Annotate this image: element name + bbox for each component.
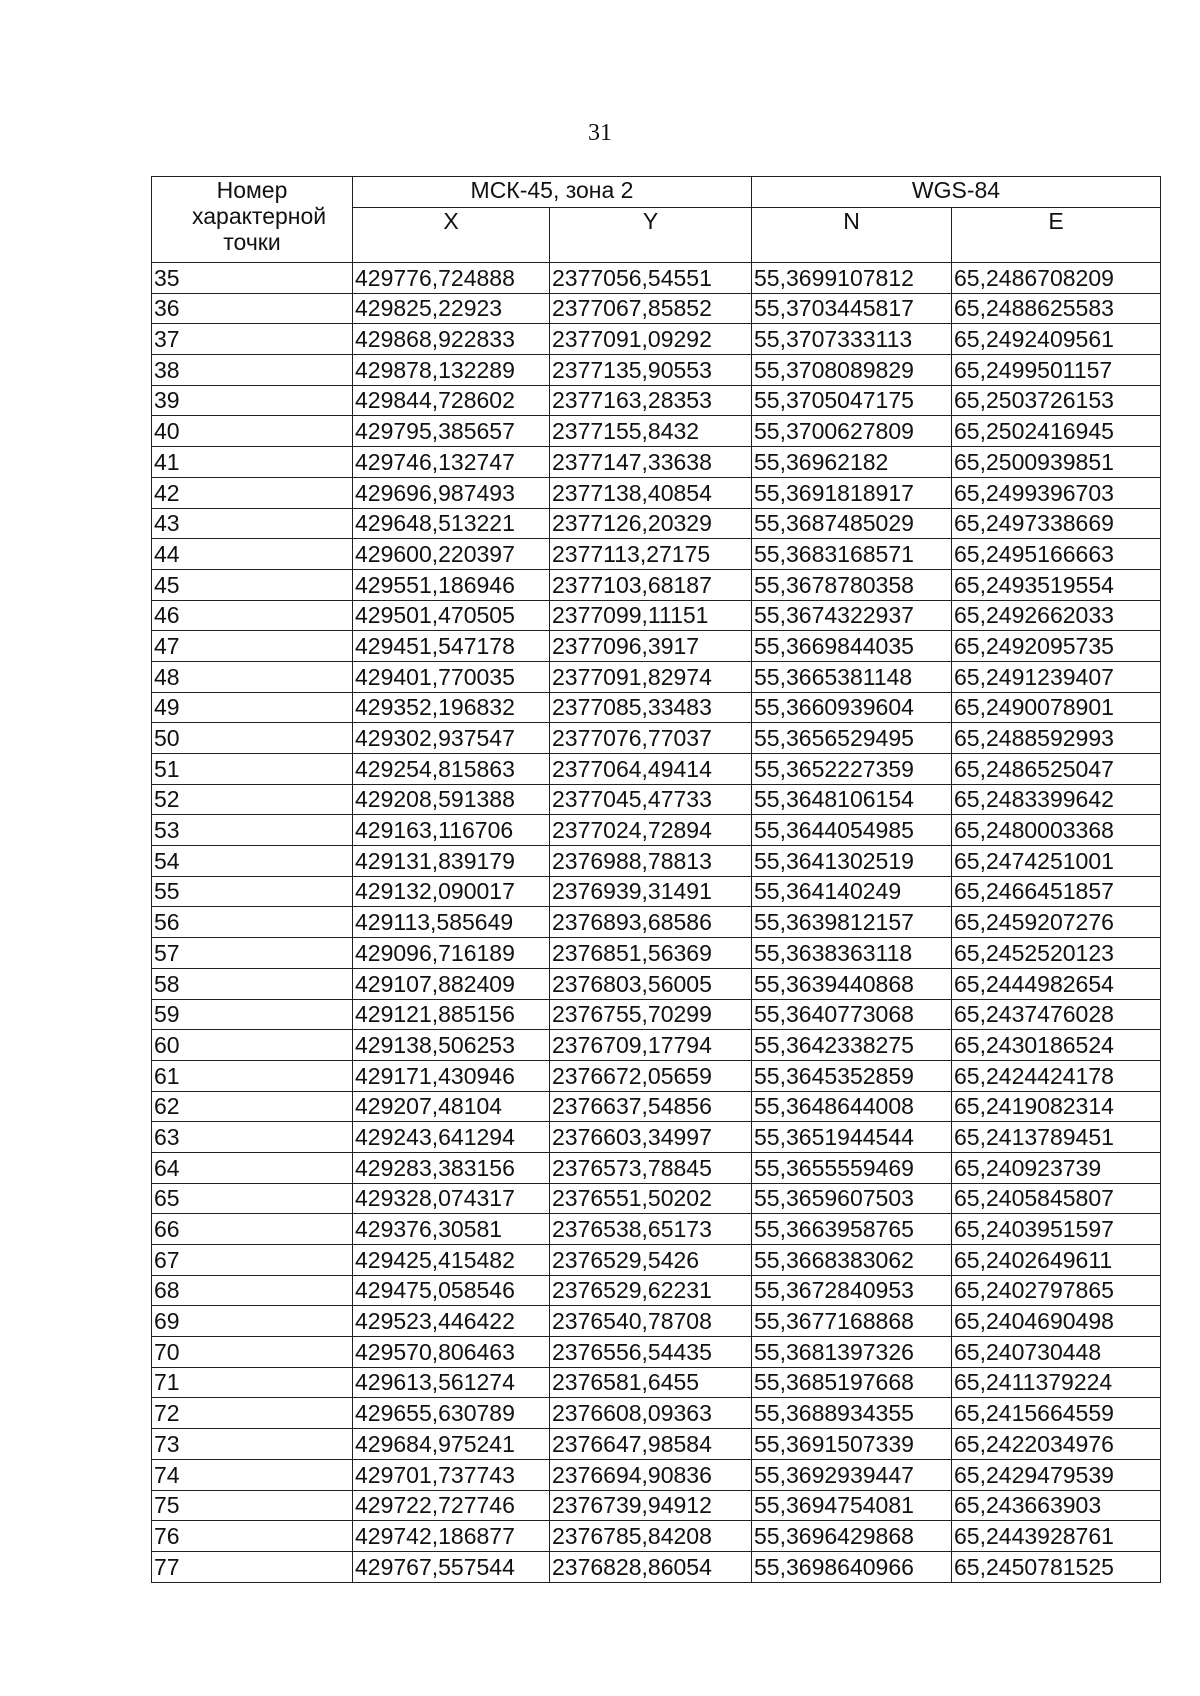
x-cell: 429302,937547 bbox=[353, 723, 550, 754]
x-cell: 429648,513221 bbox=[353, 508, 550, 539]
point-number-cell: 46 bbox=[152, 600, 353, 631]
header-x: X bbox=[353, 208, 550, 263]
header-e: E bbox=[952, 208, 1161, 263]
e-cell: 65,2429479539 bbox=[952, 1459, 1161, 1490]
x-cell: 429570,806463 bbox=[353, 1337, 550, 1368]
x-cell: 429138,506253 bbox=[353, 1030, 550, 1061]
e-cell: 65,2404690498 bbox=[952, 1306, 1161, 1337]
table-row bbox=[152, 846, 1161, 877]
y-cell: 2377126,20329 bbox=[550, 508, 752, 539]
y-cell: 2377085,33483 bbox=[550, 692, 752, 723]
e-cell: 65,2502416945 bbox=[952, 416, 1161, 447]
point-number-cell: 50 bbox=[152, 723, 353, 754]
y-cell: 2376551,50202 bbox=[550, 1183, 752, 1214]
e-cell: 65,2415664559 bbox=[952, 1398, 1161, 1429]
y-cell: 2376828,86054 bbox=[550, 1551, 752, 1582]
n-cell: 55,3659607503 bbox=[752, 1183, 952, 1214]
table-row bbox=[152, 631, 1161, 662]
e-cell: 65,2450781525 bbox=[952, 1551, 1161, 1582]
n-cell: 55,3688934355 bbox=[752, 1398, 952, 1429]
table-row bbox=[152, 1337, 1161, 1368]
y-cell: 2377103,68187 bbox=[550, 569, 752, 600]
table-row bbox=[152, 324, 1161, 355]
point-number-cell: 48 bbox=[152, 661, 353, 692]
e-cell: 65,2492095735 bbox=[952, 631, 1161, 662]
point-number-cell: 40 bbox=[152, 416, 353, 447]
e-cell: 65,2499396703 bbox=[952, 477, 1161, 508]
y-cell: 2376529,62231 bbox=[550, 1275, 752, 1306]
y-cell: 2376851,56369 bbox=[550, 938, 752, 969]
e-cell: 65,2492409561 bbox=[952, 324, 1161, 355]
n-cell: 55,3648106154 bbox=[752, 784, 952, 815]
point-number-cell: 70 bbox=[152, 1337, 353, 1368]
point-number-cell: 36 bbox=[152, 293, 353, 324]
e-cell: 65,2422034976 bbox=[952, 1429, 1161, 1460]
e-cell: 65,2452520123 bbox=[952, 938, 1161, 969]
n-cell: 55,3707333113 bbox=[752, 324, 952, 355]
e-cell: 65,2492662033 bbox=[952, 600, 1161, 631]
point-number-cell: 77 bbox=[152, 1551, 353, 1582]
table-row bbox=[152, 539, 1161, 570]
table-row bbox=[152, 569, 1161, 600]
e-cell: 65,2483399642 bbox=[952, 784, 1161, 815]
y-cell: 2376755,70299 bbox=[550, 999, 752, 1030]
y-cell: 2376803,56005 bbox=[550, 968, 752, 999]
point-number-cell: 74 bbox=[152, 1459, 353, 1490]
n-cell: 55,3687485029 bbox=[752, 508, 952, 539]
y-cell: 2377024,72894 bbox=[550, 815, 752, 846]
y-cell: 2377163,28353 bbox=[550, 385, 752, 416]
x-cell: 429742,186877 bbox=[353, 1521, 550, 1552]
e-cell: 65,2424424178 bbox=[952, 1060, 1161, 1091]
header-group-row bbox=[152, 177, 1161, 208]
table-row bbox=[152, 723, 1161, 754]
table-row bbox=[152, 447, 1161, 478]
point-number-cell: 57 bbox=[152, 938, 353, 969]
e-cell: 65,2430186524 bbox=[952, 1030, 1161, 1061]
x-cell: 429243,641294 bbox=[353, 1122, 550, 1153]
table-row bbox=[152, 1367, 1161, 1398]
n-cell: 55,3683168571 bbox=[752, 539, 952, 570]
coordinates-table bbox=[151, 176, 1161, 1583]
n-cell: 55,3692939447 bbox=[752, 1459, 952, 1490]
x-cell: 429844,728602 bbox=[353, 385, 550, 416]
point-number-cell: 73 bbox=[152, 1429, 353, 1460]
e-cell: 65,2444982654 bbox=[952, 968, 1161, 999]
x-cell: 429613,561274 bbox=[353, 1367, 550, 1398]
y-cell: 2376672,05659 bbox=[550, 1060, 752, 1091]
n-cell: 55,3644054985 bbox=[752, 815, 952, 846]
x-cell: 429600,220397 bbox=[353, 539, 550, 570]
point-number-cell: 53 bbox=[152, 815, 353, 846]
n-cell: 55,3641302519 bbox=[752, 846, 952, 877]
y-cell: 2376637,54856 bbox=[550, 1091, 752, 1122]
point-number-cell: 66 bbox=[152, 1214, 353, 1245]
x-cell: 429113,585649 bbox=[353, 907, 550, 938]
point-number-cell: 49 bbox=[152, 692, 353, 723]
e-cell: 65,2486525047 bbox=[952, 754, 1161, 785]
point-number-cell: 65 bbox=[152, 1183, 353, 1214]
header-n: N bbox=[752, 208, 952, 263]
point-number-cell: 41 bbox=[152, 447, 353, 478]
n-cell: 55,3705047175 bbox=[752, 385, 952, 416]
x-cell: 429328,074317 bbox=[353, 1183, 550, 1214]
n-cell: 55,3681397326 bbox=[752, 1337, 952, 1368]
header-msk45-zone2: МСК-45, зона 2 bbox=[353, 177, 752, 208]
x-cell: 429283,383156 bbox=[353, 1152, 550, 1183]
point-number-cell: 63 bbox=[152, 1122, 353, 1153]
x-cell: 429207,48104 bbox=[353, 1091, 550, 1122]
y-cell: 2377067,85852 bbox=[550, 293, 752, 324]
y-cell: 2377138,40854 bbox=[550, 477, 752, 508]
table-row bbox=[152, 1091, 1161, 1122]
y-cell: 2376581,6455 bbox=[550, 1367, 752, 1398]
y-cell: 2376785,84208 bbox=[550, 1521, 752, 1552]
n-cell: 55,3685197668 bbox=[752, 1367, 952, 1398]
point-number-cell: 51 bbox=[152, 754, 353, 785]
point-number-cell: 62 bbox=[152, 1091, 353, 1122]
x-cell: 429131,839179 bbox=[353, 846, 550, 877]
table-row bbox=[152, 1245, 1161, 1276]
table-row bbox=[152, 1429, 1161, 1460]
y-cell: 2376538,65173 bbox=[550, 1214, 752, 1245]
point-number-cell: 47 bbox=[152, 631, 353, 662]
n-cell: 55,3672840953 bbox=[752, 1275, 952, 1306]
point-number-cell: 72 bbox=[152, 1398, 353, 1429]
table-row bbox=[152, 938, 1161, 969]
y-cell: 2376540,78708 bbox=[550, 1306, 752, 1337]
table-row bbox=[152, 263, 1161, 294]
y-cell: 2377091,82974 bbox=[550, 661, 752, 692]
e-cell: 65,2437476028 bbox=[952, 999, 1161, 1030]
y-cell: 2377056,54551 bbox=[550, 263, 752, 294]
x-cell: 429475,058546 bbox=[353, 1275, 550, 1306]
y-cell: 2377096,3917 bbox=[550, 631, 752, 662]
n-cell: 55,3639812157 bbox=[752, 907, 952, 938]
e-cell: 65,240923739 bbox=[952, 1152, 1161, 1183]
x-cell: 429096,716189 bbox=[353, 938, 550, 969]
table-row bbox=[152, 385, 1161, 416]
table-body bbox=[152, 263, 1161, 1583]
e-cell: 65,2490078901 bbox=[952, 692, 1161, 723]
table-row bbox=[152, 754, 1161, 785]
point-number-cell: 38 bbox=[152, 355, 353, 386]
x-cell: 429401,770035 bbox=[353, 661, 550, 692]
x-cell: 429376,30581 bbox=[353, 1214, 550, 1245]
table-row bbox=[152, 355, 1161, 386]
point-number-cell: 35 bbox=[152, 263, 353, 294]
table-row bbox=[152, 293, 1161, 324]
x-cell: 429868,922833 bbox=[353, 324, 550, 355]
e-cell: 65,2411379224 bbox=[952, 1367, 1161, 1398]
point-number-cell: 52 bbox=[152, 784, 353, 815]
point-number-cell: 42 bbox=[152, 477, 353, 508]
e-cell: 65,2486708209 bbox=[952, 263, 1161, 294]
x-cell: 429171,430946 bbox=[353, 1060, 550, 1091]
point-number-cell: 43 bbox=[152, 508, 353, 539]
e-cell: 65,240730448 bbox=[952, 1337, 1161, 1368]
point-number-cell: 44 bbox=[152, 539, 353, 570]
n-cell: 55,3652227359 bbox=[752, 754, 952, 785]
point-number-cell: 58 bbox=[152, 968, 353, 999]
point-number-cell: 68 bbox=[152, 1275, 353, 1306]
table-header bbox=[152, 177, 1161, 263]
table-row bbox=[152, 508, 1161, 539]
point-number-cell: 67 bbox=[152, 1245, 353, 1276]
x-cell: 429523,446422 bbox=[353, 1306, 550, 1337]
y-cell: 2376694,90836 bbox=[550, 1459, 752, 1490]
x-cell: 429746,132747 bbox=[353, 447, 550, 478]
n-cell: 55,3656529495 bbox=[752, 723, 952, 754]
n-cell: 55,36962182 bbox=[752, 447, 952, 478]
table-row bbox=[152, 907, 1161, 938]
point-number-cell: 76 bbox=[152, 1521, 353, 1552]
point-number-cell: 37 bbox=[152, 324, 353, 355]
y-cell: 2376939,31491 bbox=[550, 876, 752, 907]
point-number-cell: 59 bbox=[152, 999, 353, 1030]
e-cell: 65,2503726153 bbox=[952, 385, 1161, 416]
e-cell: 65,2466451857 bbox=[952, 876, 1161, 907]
table-row bbox=[152, 1459, 1161, 1490]
point-number-cell: 60 bbox=[152, 1030, 353, 1061]
x-cell: 429795,385657 bbox=[353, 416, 550, 447]
table-row bbox=[152, 1030, 1161, 1061]
e-cell: 65,2499501157 bbox=[952, 355, 1161, 386]
y-cell: 2377113,27175 bbox=[550, 539, 752, 570]
x-cell: 429208,591388 bbox=[353, 784, 550, 815]
e-cell: 65,2403951597 bbox=[952, 1214, 1161, 1245]
y-cell: 2377155,8432 bbox=[550, 416, 752, 447]
y-cell: 2376529,5426 bbox=[550, 1245, 752, 1276]
x-cell: 429684,975241 bbox=[353, 1429, 550, 1460]
table-row bbox=[152, 1214, 1161, 1245]
table-row bbox=[152, 600, 1161, 631]
n-cell: 55,3651944544 bbox=[752, 1122, 952, 1153]
e-cell: 65,2480003368 bbox=[952, 815, 1161, 846]
x-cell: 429451,547178 bbox=[353, 631, 550, 662]
y-cell: 2377135,90553 bbox=[550, 355, 752, 386]
n-cell: 55,3668383062 bbox=[752, 1245, 952, 1276]
x-cell: 429878,132289 bbox=[353, 355, 550, 386]
e-cell: 65,2495166663 bbox=[952, 539, 1161, 570]
table-row bbox=[152, 1122, 1161, 1153]
table-row bbox=[152, 1060, 1161, 1091]
y-cell: 2376556,54435 bbox=[550, 1337, 752, 1368]
n-cell: 55,3698640966 bbox=[752, 1551, 952, 1582]
n-cell: 55,3703445817 bbox=[752, 293, 952, 324]
x-cell: 429701,737743 bbox=[353, 1459, 550, 1490]
x-cell: 429696,987493 bbox=[353, 477, 550, 508]
point-number-cell: 54 bbox=[152, 846, 353, 877]
x-cell: 429767,557544 bbox=[353, 1551, 550, 1582]
e-cell: 65,2402649611 bbox=[952, 1245, 1161, 1276]
n-cell: 55,3696429868 bbox=[752, 1521, 952, 1552]
page-number: 31 bbox=[588, 120, 612, 146]
y-cell: 2376739,94912 bbox=[550, 1490, 752, 1521]
header-y: Y bbox=[550, 208, 752, 263]
x-cell: 429107,882409 bbox=[353, 968, 550, 999]
y-cell: 2376573,78845 bbox=[550, 1152, 752, 1183]
e-cell: 65,2443928761 bbox=[952, 1521, 1161, 1552]
point-number-cell: 75 bbox=[152, 1490, 353, 1521]
table-row bbox=[152, 661, 1161, 692]
e-cell: 65,2459207276 bbox=[952, 907, 1161, 938]
table-row bbox=[152, 999, 1161, 1030]
header-point-number: Номер характерной точки bbox=[152, 177, 353, 263]
n-cell: 55,3655559469 bbox=[752, 1152, 952, 1183]
x-cell: 429132,090017 bbox=[353, 876, 550, 907]
n-cell: 55,3699107812 bbox=[752, 263, 952, 294]
n-cell: 55,3639440868 bbox=[752, 968, 952, 999]
e-cell: 65,2491239407 bbox=[952, 661, 1161, 692]
point-number-cell: 39 bbox=[152, 385, 353, 416]
table-row bbox=[152, 1521, 1161, 1552]
n-cell: 55,3665381148 bbox=[752, 661, 952, 692]
y-cell: 2377045,47733 bbox=[550, 784, 752, 815]
y-cell: 2376709,17794 bbox=[550, 1030, 752, 1061]
point-number-cell: 69 bbox=[152, 1306, 353, 1337]
table-row bbox=[152, 1183, 1161, 1214]
n-cell: 55,3660939604 bbox=[752, 692, 952, 723]
table-row bbox=[152, 692, 1161, 723]
y-cell: 2377091,09292 bbox=[550, 324, 752, 355]
y-cell: 2376608,09363 bbox=[550, 1398, 752, 1429]
n-cell: 55,3674322937 bbox=[752, 600, 952, 631]
n-cell: 55,3645352859 bbox=[752, 1060, 952, 1091]
x-cell: 429825,22923 bbox=[353, 293, 550, 324]
point-number-cell: 56 bbox=[152, 907, 353, 938]
e-cell: 65,2488625583 bbox=[952, 293, 1161, 324]
header-wgs84: WGS-84 bbox=[752, 177, 1161, 208]
n-cell: 55,3648644008 bbox=[752, 1091, 952, 1122]
table-row bbox=[152, 815, 1161, 846]
x-cell: 429722,727746 bbox=[353, 1490, 550, 1521]
e-cell: 65,2497338669 bbox=[952, 508, 1161, 539]
n-cell: 55,3642338275 bbox=[752, 1030, 952, 1061]
table-row bbox=[152, 416, 1161, 447]
point-number-cell: 71 bbox=[152, 1367, 353, 1398]
n-cell: 55,3691507339 bbox=[752, 1429, 952, 1460]
e-cell: 65,2405845807 bbox=[952, 1183, 1161, 1214]
e-cell: 65,2488592993 bbox=[952, 723, 1161, 754]
x-cell: 429551,186946 bbox=[353, 569, 550, 600]
y-cell: 2377147,33638 bbox=[550, 447, 752, 478]
y-cell: 2376893,68586 bbox=[550, 907, 752, 938]
n-cell: 55,3678780358 bbox=[752, 569, 952, 600]
y-cell: 2377064,49414 bbox=[550, 754, 752, 785]
n-cell: 55,3638363118 bbox=[752, 938, 952, 969]
table-row bbox=[152, 784, 1161, 815]
table-row bbox=[152, 968, 1161, 999]
x-cell: 429655,630789 bbox=[353, 1398, 550, 1429]
n-cell: 55,3677168868 bbox=[752, 1306, 952, 1337]
point-number-cell: 55 bbox=[152, 876, 353, 907]
x-cell: 429425,415482 bbox=[353, 1245, 550, 1276]
point-number-cell: 61 bbox=[152, 1060, 353, 1091]
x-cell: 429121,885156 bbox=[353, 999, 550, 1030]
point-number-cell: 45 bbox=[152, 569, 353, 600]
table-row bbox=[152, 1551, 1161, 1582]
table-row bbox=[152, 1152, 1161, 1183]
n-cell: 55,3663958765 bbox=[752, 1214, 952, 1245]
table-row bbox=[152, 1490, 1161, 1521]
e-cell: 65,2493519554 bbox=[952, 569, 1161, 600]
n-cell: 55,3691818917 bbox=[752, 477, 952, 508]
table-row bbox=[152, 477, 1161, 508]
n-cell: 55,364140249 bbox=[752, 876, 952, 907]
y-cell: 2377076,77037 bbox=[550, 723, 752, 754]
y-cell: 2376647,98584 bbox=[550, 1429, 752, 1460]
point-number-cell: 64 bbox=[152, 1152, 353, 1183]
table-row bbox=[152, 1398, 1161, 1429]
x-cell: 429352,196832 bbox=[353, 692, 550, 723]
n-cell: 55,3640773068 bbox=[752, 999, 952, 1030]
e-cell: 65,2413789451 bbox=[952, 1122, 1161, 1153]
x-cell: 429254,815863 bbox=[353, 754, 550, 785]
e-cell: 65,2419082314 bbox=[952, 1091, 1161, 1122]
n-cell: 55,3700627809 bbox=[752, 416, 952, 447]
n-cell: 55,3708089829 bbox=[752, 355, 952, 386]
e-cell: 65,2474251001 bbox=[952, 846, 1161, 877]
e-cell: 65,243663903 bbox=[952, 1490, 1161, 1521]
table-row bbox=[152, 876, 1161, 907]
x-cell: 429501,470505 bbox=[353, 600, 550, 631]
y-cell: 2376988,78813 bbox=[550, 846, 752, 877]
n-cell: 55,3669844035 bbox=[752, 631, 952, 662]
table-row bbox=[152, 1306, 1161, 1337]
y-cell: 2376603,34997 bbox=[550, 1122, 752, 1153]
n-cell: 55,3694754081 bbox=[752, 1490, 952, 1521]
e-cell: 65,2402797865 bbox=[952, 1275, 1161, 1306]
x-cell: 429163,116706 bbox=[353, 815, 550, 846]
table-row bbox=[152, 1275, 1161, 1306]
y-cell: 2377099,11151 bbox=[550, 600, 752, 631]
e-cell: 65,2500939851 bbox=[952, 447, 1161, 478]
x-cell: 429776,724888 bbox=[353, 263, 550, 294]
